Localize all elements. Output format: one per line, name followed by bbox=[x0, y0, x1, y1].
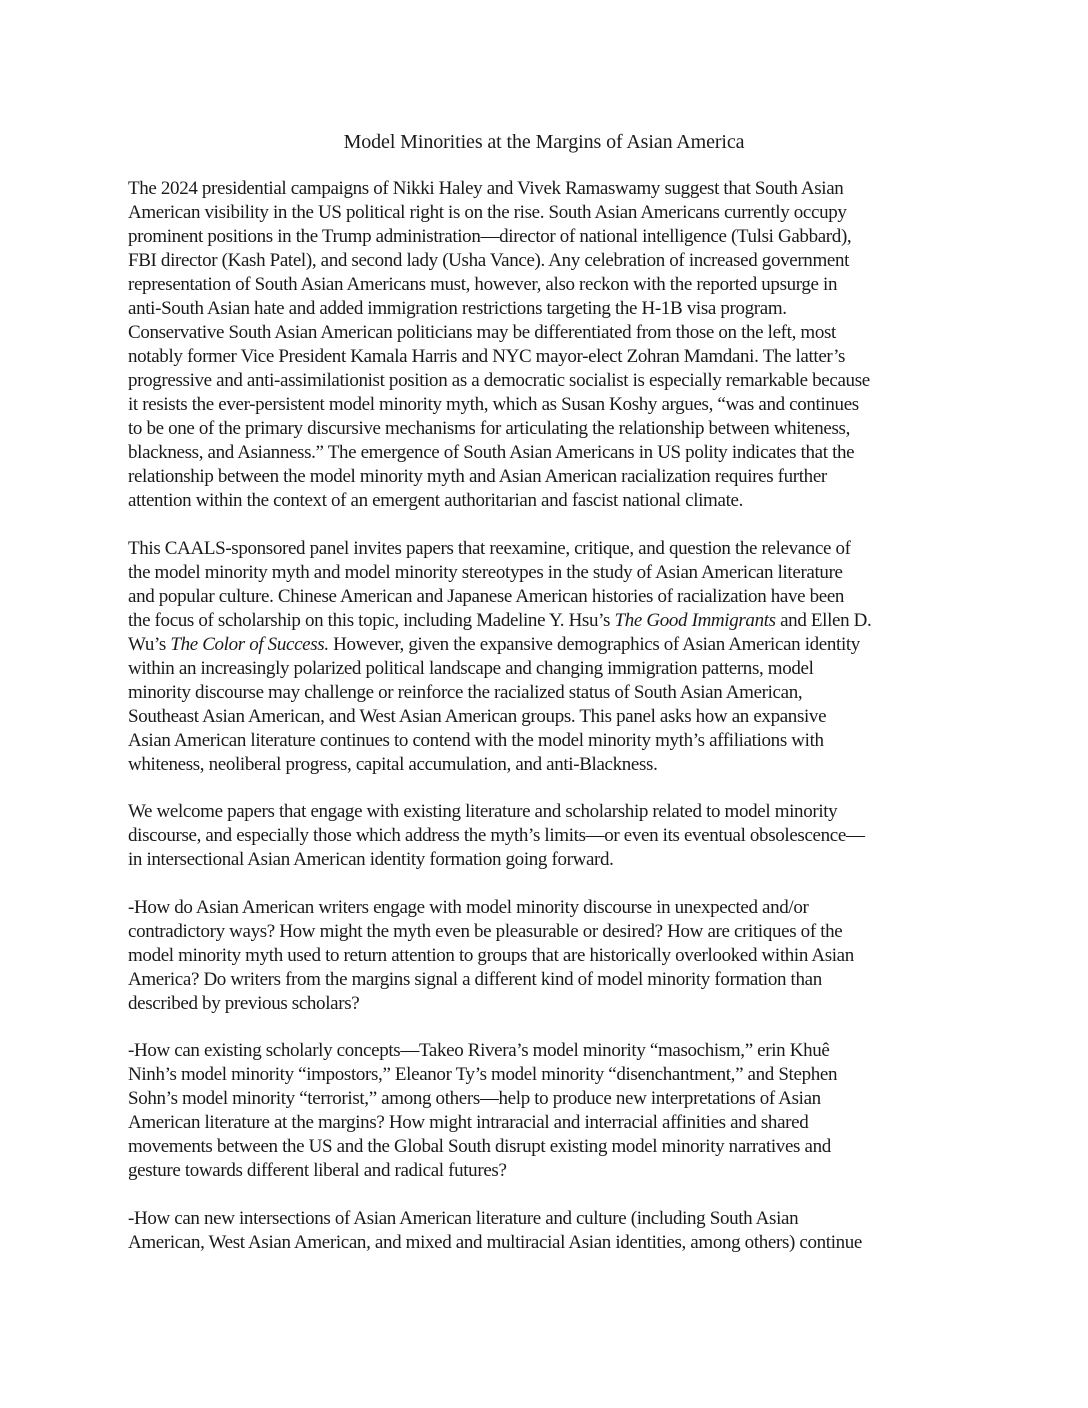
text-run: Wu’s bbox=[128, 633, 171, 655]
text-line: Ninh’s model minority “impostors,” Eleanor Ty’s model minority “disenchantment,” and Stephen bbox=[128, 1064, 838, 1085]
text-line: We welcome papers that engage with existing literature and scholarship related to model minority bbox=[128, 801, 838, 822]
text-line: gesture towards different liberal and radical futures? bbox=[128, 1160, 507, 1181]
text-line: -How can new intersections of Asian American literature and culture (including South Asian bbox=[128, 1207, 799, 1229]
text-line bbox=[128, 609, 988, 633]
text-line: Conservative South Asian American politicians may be differentiated from those on the left, most bbox=[128, 322, 836, 343]
paragraph-question-2 bbox=[128, 1039, 988, 1183]
text-line: relationship between the model minority myth and Asian American racialization requires further bbox=[128, 466, 827, 487]
text-line: minority discourse may challenge or reinforce the racialized status of South Asian American, bbox=[128, 681, 803, 703]
text-line: representation of South Asian Americans must, however, also reckon with the reported upsurge in bbox=[128, 274, 838, 295]
text-line: to be one of the primary discursive mechanisms for articulating the relationship between whiteness, bbox=[128, 418, 850, 439]
text-line: model minority myth used to return attention to groups that are historically overlooked within Asian bbox=[128, 944, 854, 966]
text-line: American, West Asian American, and mixed and multiracial Asian identities, among others) continue bbox=[128, 1231, 863, 1253]
text-line: within an increasingly polarized political landscape and changing immigration patterns, model bbox=[128, 657, 814, 679]
book-title-good-immigrants: The Good Immigrants bbox=[614, 609, 776, 631]
text-line: progressive and anti-assimilationist position as a democratic socialist is especially remarkable because bbox=[128, 370, 870, 391]
text-line: Southeast Asian American, and West Asian American groups. This panel asks how an expansive bbox=[128, 705, 827, 727]
text-line: whiteness, neoliberal progress, capital accumulation, and anti-Blackness. bbox=[128, 753, 658, 775]
text-run: However, given the expansive demographics of Asian American identity bbox=[328, 633, 860, 655]
text-line: This CAALS-sponsored panel invites papers that reexamine, critique, and question the relevance of bbox=[128, 537, 851, 559]
text-line: American visibility in the US political right is on the rise. South Asian Americans currently occupy bbox=[128, 202, 847, 223]
paragraph-welcome bbox=[128, 800, 988, 872]
text-line: Sohn’s model minority “terrorist,” among others—help to produce new interpretations of Asian bbox=[128, 1088, 821, 1109]
text-line: movements between the US and the Global South disrupt existing model minority narratives and bbox=[128, 1136, 831, 1157]
text-line: described by previous scholars? bbox=[128, 992, 360, 1014]
text-line: American literature at the margins? How might intraracial and interracial affinities and shared bbox=[128, 1112, 809, 1133]
document-title: Model Minorities at the Margins of Asian America bbox=[343, 131, 745, 153]
text-line: the model minority myth and model minority stereotypes in the study of Asian American literature bbox=[128, 561, 843, 583]
text-run: and Ellen D. bbox=[775, 609, 872, 631]
text-line: -How can existing scholarly concepts—Takeo Rivera’s model minority “masochism,” erin Khuê bbox=[128, 1040, 830, 1061]
text-line: anti-South Asian hate and added immigration restrictions targeting the H-1B visa program. bbox=[128, 298, 787, 319]
paragraph-question-3 bbox=[128, 1207, 988, 1255]
text-line: America? Do writers from the margins signal a different kind of model minority formation than bbox=[128, 968, 822, 990]
text-line: attention within the context of an emergent authoritarian and fascist national climate. bbox=[128, 490, 743, 511]
text-line: FBI director (Kash Patel), and second lady (Usha Vance). Any celebration of increased government bbox=[128, 250, 850, 271]
text-line: it resists the ever-persistent model minority myth, which as Susan Koshy argues, “was and continues bbox=[128, 394, 859, 415]
text-line: discourse, and especially those which address the myth’s limits—or even its eventual obsolescence— bbox=[128, 825, 865, 846]
text-line: blackness, and Asianness.” The emergence of South Asian Americans in US polity indicates that the bbox=[128, 442, 855, 463]
document-body bbox=[128, 177, 988, 1278]
text-line: notably former Vice President Kamala Harris and NYC mayor-elect Zohran Mamdani. The latter’s bbox=[128, 346, 846, 367]
book-title-color-of-success: The Color of Success. bbox=[170, 633, 329, 655]
text-line: The 2024 presidential campaigns of Nikki Haley and Vivek Ramaswamy suggest that South Asian bbox=[128, 178, 844, 199]
paragraph-question-1 bbox=[128, 896, 988, 1016]
text-line: and popular culture. Chinese American and Japanese American histories of racialization have been bbox=[128, 585, 845, 607]
paragraph-intro bbox=[128, 177, 988, 513]
text-line: -How do Asian American writers engage with model minority discourse in unexpected and/or bbox=[128, 896, 809, 918]
text-line bbox=[128, 633, 988, 657]
paragraph-panel-description bbox=[128, 537, 988, 777]
text-line: Asian American literature continues to contend with the model minority myth’s affiliations with bbox=[128, 729, 824, 751]
text-run: the focus of scholarship on this topic, including Madeline Y. Hsu’s bbox=[128, 609, 615, 631]
text-line: prominent positions in the Trump administration—director of national intelligence (Tulsi Gabbard), bbox=[128, 226, 852, 247]
text-line: contradictory ways? How might the myth even be pleasurable or desired? How are critiques of the bbox=[128, 920, 843, 942]
text-line: in intersectional Asian American identity formation going forward. bbox=[128, 849, 614, 870]
